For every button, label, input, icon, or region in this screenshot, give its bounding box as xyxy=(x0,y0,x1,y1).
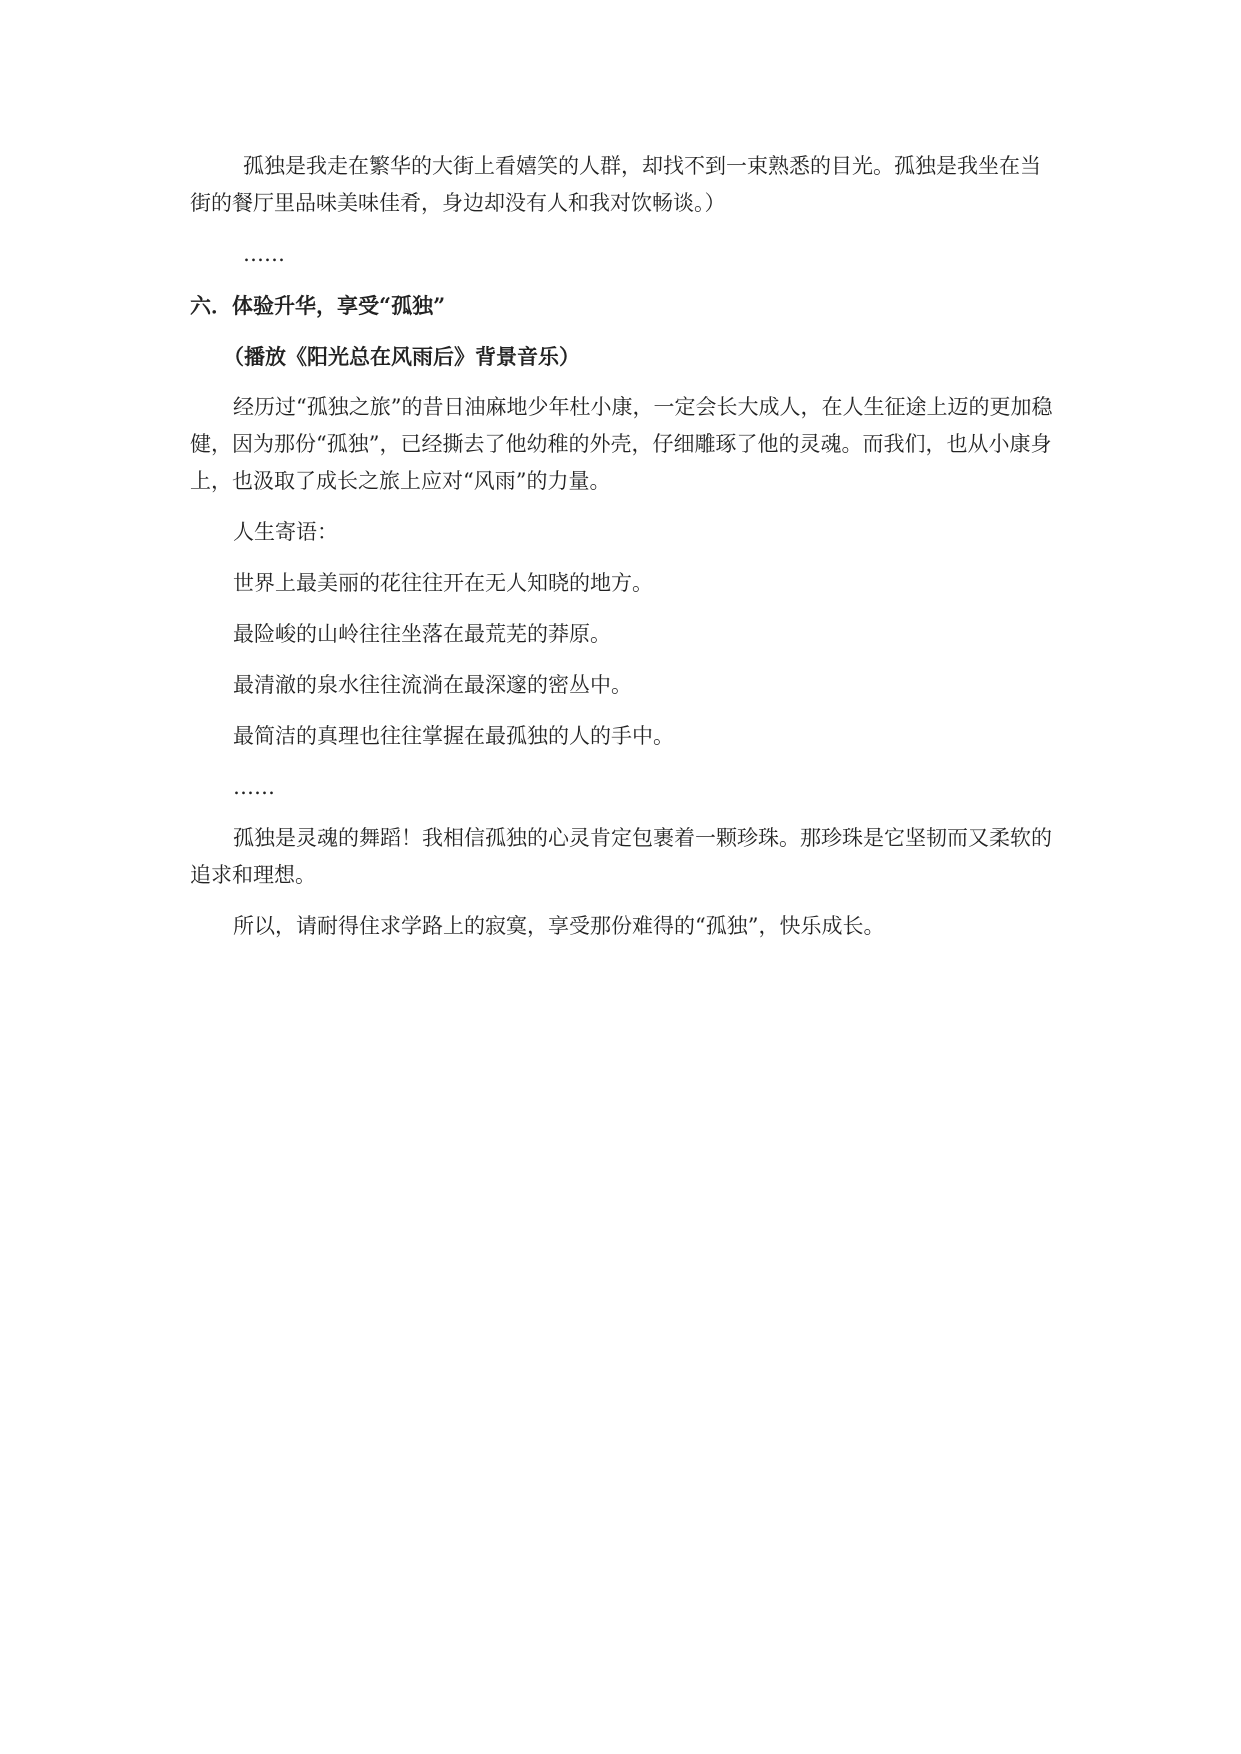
motto-label: 人生寄语： xyxy=(233,520,338,544)
paragraph-du-xiaokang: 经历过“孤独之旅”的昔日油麻地少年杜小康，一定会长大成人，在人生征途上迈的更加稳健，因为那份“孤独”，已经撕去了他幼稚的外壳，仔细雕琢了他的灵魂。而我们，也从小康身上，也汲取了成长之旅上应对“风雨”的力量。 xyxy=(190,395,1053,493)
motto-line: 最清澈的泉水往往流淌在最深邃的密丛中。 xyxy=(233,673,632,697)
motto-line: 世界上最美丽的花往往开在无人知晓的地方。 xyxy=(233,571,653,595)
paragraph-soul-dance: 孤独是灵魂的舞蹈！我相信孤独的心灵肯定包裹着一颗珍珠。那珍珠是它坚韧而又柔软的追求和理想。 xyxy=(190,826,1052,887)
section-heading: 六．体验升华，享受“孤独” xyxy=(190,293,446,318)
ellipsis: …… xyxy=(233,775,275,799)
music-note-heading: （播放《阳光总在风雨后》背景音乐） xyxy=(223,344,580,369)
document-body xyxy=(190,148,1056,945)
motto-line: 最险峻的山岭往往坐落在最荒芜的莽原。 xyxy=(233,622,611,646)
ellipsis: …… xyxy=(243,242,285,266)
motto-line: 最简洁的真理也往往掌握在最孤独的人的手中。 xyxy=(233,724,674,748)
paragraph-closing: 所以，请耐得住求学路上的寂寞，享受那份难得的“孤独”，快乐成长。 xyxy=(233,914,885,938)
paragraph-loneliness-street: 孤独是我走在繁华的大街上看嬉笑的人群，却找不到一束熟悉的目光。孤独是我坐在当街的餐厅里品味美味佳肴，身边却没有人和我对饮畅谈。） xyxy=(190,154,1041,215)
